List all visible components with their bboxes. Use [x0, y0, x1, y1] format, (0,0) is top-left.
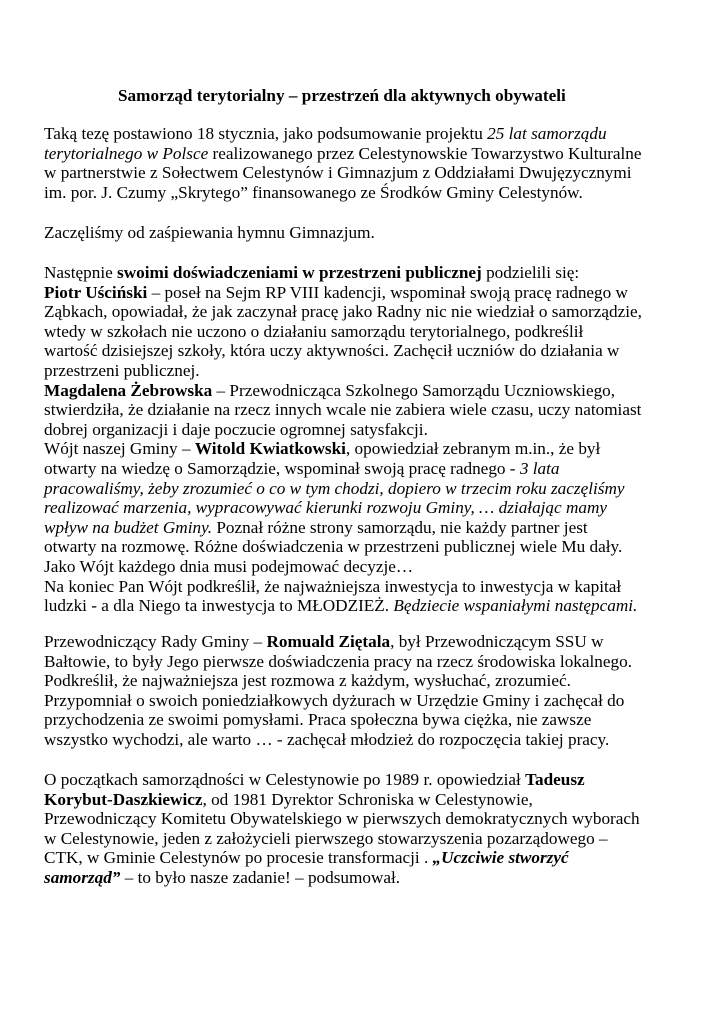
text-line: przychodzenia ze swoimi pomysłami. Praca społeczna bywa ciężka, nie zawsze — [44, 710, 592, 730]
text-line: Magdalena Żebrowska – Przewodnicząca Szkolnego Samorządu Uczniowskiego, — [44, 380, 616, 400]
speaker-name: Tadeusz — [525, 770, 585, 789]
text-line: terytorialnego w Polsce realizowanego przez Celestynowskie Towarzystwo Kulturalne — [44, 143, 642, 163]
text-line: Na koniec Pan Wójt podkreślił, że najważniejsza inwestycja to inwestycja w kapitał — [44, 576, 622, 596]
bold-italic-quote: samorząd” — [44, 867, 121, 887]
text-line: wtedy w szkołach nie uczono o działaniu samorządu terytorialnego, podkreślił — [44, 321, 584, 341]
paragraph-intro — [44, 124, 694, 202]
text-line: wpływ na budżet Gminy. Poznał różne strony samorządu, nie każdy partner jest — [44, 517, 588, 537]
italic-quote: 3 lata — [519, 458, 560, 478]
text-line: przestrzeni publicznej. — [44, 360, 200, 380]
text-line: Podkreślił, że najważniejsza jest rozmowa z każdym, wysłuchać, zrozumieć. — [44, 671, 571, 691]
text-line: Taką tezę postawiono 18 stycznia, jako podsumowanie projektu 25 lat samorządu — [44, 124, 607, 143]
text-line: Piotr Uściński – poseł na Sejm RP VIII kadencji, wspominał swoją pracę radnego w — [44, 282, 628, 302]
paragraph-history — [44, 770, 694, 888]
paragraph-council-chairman — [44, 632, 694, 750]
speaker-name: Korybut-Daszkiewicz — [44, 789, 203, 809]
text-line: w Celestynowie, jeden z założycieli pierwszego stowarzyszenia pozarządowego – — [44, 828, 608, 848]
text-line: stwierdziła, że działanie na rzecz innych wcale nie zabiera wiele czasu, uczy natomiast — [44, 400, 642, 420]
text-line: Bałtowie, to były Jego pierwsze doświadczenia pracy na rzecz środowiska lokalnego. — [44, 651, 632, 671]
text-line: Ząbkach, opowiadał, że jak zaczynał pracę jako Radny nic nie wiedział o samorządzie, — [44, 302, 642, 322]
speaker-name: Romuald Ziętala — [266, 632, 391, 651]
text-line: wszystko wychodzi, ale warto … - zachęcał młodzież do rozpoczęcia takiej pracy. — [44, 729, 610, 749]
text-line: samorząd” – to było nasze zadanie! – podsumował. — [44, 867, 401, 887]
speaker-name: Witold Kwiatkowski — [194, 439, 346, 459]
text-line: w partnerstwie z Sołectwem Celestynów i Gimnazjum z Oddziałami Dwujęzycznymi — [44, 163, 632, 183]
text-line — [44, 498, 694, 518]
italic-quote: pracowaliśmy, żeby zrozumieć o co w tym chodzi, dopiero w trzecim roku zaczęliśmy — [44, 478, 625, 498]
text-line: Korybut-Daszkiewicz, od 1981 Dyrektor Schroniska w Celestynowie, — [44, 789, 533, 809]
paragraph-anthem — [44, 223, 694, 243]
text-line: Wójt naszej Gminy – Witold Kwiatkowski, opowiedział zebranym m.in., że był — [44, 439, 601, 459]
text-line: Przewodniczący Rady Gminy – Romuald Ziętala, był Przewodniczącym SSU w — [44, 632, 604, 651]
text-line: O początkach samorządności w Celestynowie po 1989 r. opowiedział Tadeusz — [44, 770, 585, 789]
speaker-name: Piotr Uściński — [44, 282, 148, 302]
italic-quote: Będziecie wspaniałymi następcami. — [393, 596, 638, 616]
text-line: dobrej organizacji i daje poczucie ogromnej satysfakcji. — [44, 419, 428, 439]
bold-phrase: swoimi doświadczeniami w przestrzeni publicznej — [117, 263, 482, 282]
text-line: Przypomniał o swoich poniedziałkowych dyżurach w Urzędzie Gminy i zachęcał do — [44, 690, 625, 710]
document-title: Samorząd terytorialny – przestrzeń dla aktywnych obywateli — [118, 86, 566, 105]
paragraph-speakers — [44, 263, 694, 616]
text-line: Przewodniczący Komitetu Obywatelskiego w pierwszych demokratycznych wyborach — [44, 809, 640, 829]
text-line: Zaczęliśmy od zaśpiewania hymnu Gimnazjum. — [44, 223, 375, 242]
text-line: otwarty na wiedzę o Samorządzie, wspominał swoją pracę radnego - 3 lata — [44, 458, 560, 478]
italic-quote: realizować marzenia, wypracowywać kierunki rozwoju Gminy, … działając mamy — [44, 498, 607, 518]
italic-project-name: terytorialnego w Polsce — [44, 143, 209, 163]
speaker-name: Magdalena Żebrowska — [44, 380, 213, 400]
text-line — [44, 479, 694, 499]
text-line: Następnie swoimi doświadczeniami w przestrzeni publicznej podzielili się: — [44, 263, 580, 282]
text-line: CTK, w Gminie Celestynów po procesie transformacji . „Uczciwie stworzyć — [44, 848, 569, 868]
italic-project-name: 25 lat samorządu — [487, 124, 607, 143]
text-line: ludzki - a dla Niego ta inwestycja to MŁODZIEŻ. Będziecie wspaniałymi następcami. — [44, 596, 638, 616]
italic-quote: wpływ na budżet Gminy. — [44, 517, 213, 537]
text-line: im. por. J. Czumy „Skrytego” finansowanego ze Środków Gminy Celestynów. — [44, 182, 583, 202]
text-line: Jako Wójt każdego dnia musi podejmować decyzje… — [44, 556, 414, 576]
bold-italic-quote: „Uczciwie stworzyć — [432, 848, 569, 868]
text-line: otwarty na rozmowę. Różne doświadczenia w przestrzeni publicznej wiele Mu dały. — [44, 537, 623, 557]
text-line: wartość dzisiejszej szkoły, która uczy aktywności. Zachęcił uczniów do działania w — [44, 341, 620, 361]
